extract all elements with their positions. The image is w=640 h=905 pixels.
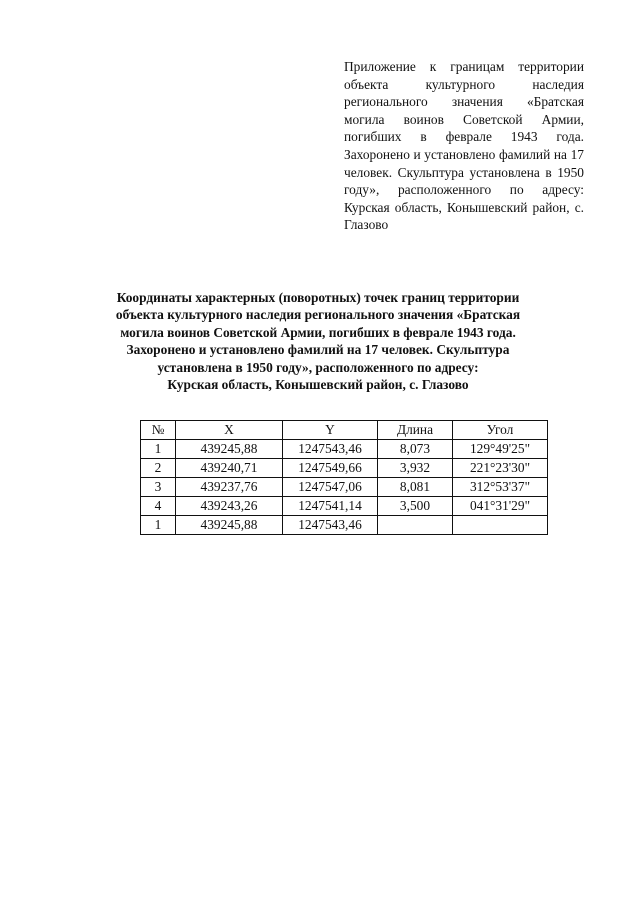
cell-angle: 129°49'25" (453, 440, 548, 459)
heading-line: Координаты характерных (поворотных) точек границ территории (116, 290, 520, 305)
cell-y: 1247543,46 (283, 440, 378, 459)
table-row (141, 516, 548, 535)
cell-length: 3,932 (378, 459, 453, 478)
table-row (141, 497, 548, 516)
cell-x: 439240,71 (176, 459, 283, 478)
table-header-row (141, 421, 548, 440)
table-row (141, 478, 548, 497)
cell-angle (453, 516, 548, 535)
cell-angle: 312°53'37" (453, 478, 548, 497)
table-row (141, 459, 548, 478)
cell-angle: 221°23'30" (453, 459, 548, 478)
heading-line: Курская область, Конышевский район, с. Глазово (167, 377, 469, 393)
cell-x: 439237,76 (176, 478, 283, 497)
cell-number: 4 (141, 497, 176, 516)
appendix-note: Приложение к границам территории объекта культурного наследия регионального значения «Братская могила воинов Советской Армии, погибших в феврале 1943 года. Захоронено и установлено фамилий на 17 человек. Скульптура установлена в 1950 году», расположенного по адресу: Курская область, Конышевский район, с. Глазово (344, 59, 584, 233)
heading-line: установлена в 1950 году», расположенного по адресу: (157, 359, 479, 375)
cell-length: 8,081 (378, 478, 453, 497)
cell-x: 439243,26 (176, 497, 283, 516)
document-heading (96, 289, 540, 393)
cell-angle: 041°31'29" (453, 497, 548, 516)
cell-number: 1 (141, 516, 176, 535)
cell-x: 439245,88 (176, 440, 283, 459)
cell-x: 439245,88 (176, 516, 283, 535)
cell-number: 1 (141, 440, 176, 459)
cell-y: 1247549,66 (283, 459, 378, 478)
heading-line: объекта культурного наследия регионального значения «Братская (115, 307, 521, 323)
cell-number: 3 (141, 478, 176, 497)
cell-length: 8,073 (378, 440, 453, 459)
header-length: Длина (378, 421, 453, 440)
cell-number: 2 (141, 459, 176, 478)
cell-y: 1247541,14 (283, 497, 378, 516)
header-y: Y (283, 421, 378, 440)
cell-length: 3,500 (378, 497, 453, 516)
heading-line: могила воинов Советской Армии, погибших в феврале 1943 года. (120, 324, 516, 340)
header-angle: Угол (453, 421, 548, 440)
cell-length (378, 516, 453, 535)
table-row (141, 440, 548, 459)
heading-line: Захоронено и установлено фамилий на 17 человек. Скульптура (126, 342, 510, 358)
cell-y: 1247547,06 (283, 478, 378, 497)
cell-y: 1247543,46 (283, 516, 378, 535)
header-x: X (176, 421, 283, 440)
header-number: № (141, 421, 176, 440)
coordinates-table (140, 420, 548, 535)
